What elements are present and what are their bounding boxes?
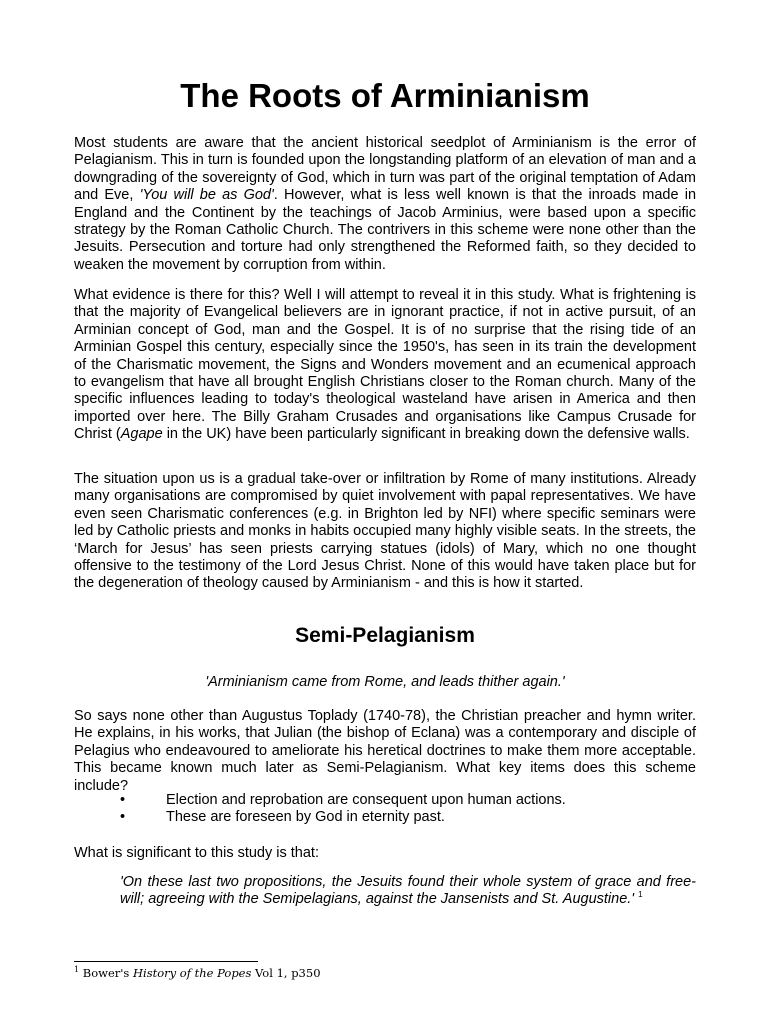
- bullet-icon: •: [120, 792, 126, 808]
- paragraph-significant: What is significant to this study is that:: [74, 845, 319, 861]
- paragraph-evidence: What evidence is there for this? Well I will attempt to reveal it in this study. What is frightening is that the majority of Evangelical believers are in ignorant practice, if not in active pursuit, of an Arminian concept of God, man and the Gospel. It is of no surprise that the rising tide of an Arminian Gospel this century, especially since the 1950's, has seen in its train the development of the Charismatic movement, the Signs and Wonders movement and an ecumenical approach to evangelism that have all brought English Christians closer to the Roman church. Many of the specific influences leading to today's theological wasteland have arisen in America and then imported over here. The Billy Graham Crusades and organisations like Campus Crusade for Christ (Agape in the UK) have been particularly significant in breaking down the defensive walls.: [74, 287, 696, 443]
- paragraph-situation: The situation upon us is a gradual take-over or infiltration by Rome of many institutions. Already many organisations are compromised by quiet involvement with papal representatives. We have even seen Charismatic conferences (e.g. in Brighton led by NFI) where specific seminars were led by Catholic priests and monks in habits occupied many highly visible seats. In the streets, the ‘March for Jesus’ has seen priests carrying statues (idols) of Mary, which no one thought offensive to the testimony of the Lord Jesus Christ. None of this would have taken place but for the degeneration of theology caused by Arminianism - and this is how it started.: [74, 471, 696, 592]
- epigraph-quote: 'Arminianism came from Rome, and leads thither again.': [205, 674, 565, 690]
- paragraph-toplady: So says none other than Augustus Toplady (1740-78), the Christian preacher and hymn writer. He explains, in his works, that Julian (the bishop of Eclana) was a contemporary and disciple of Pelagius who endeavoured to ameliorate his heretical doctrines to make them more acceptable. This became known much later as Semi-Pelagianism. What key items does this scheme include?: [74, 708, 696, 794]
- section-heading: Semi-Pelagianism: [295, 624, 475, 647]
- bullet-icon: •: [120, 809, 126, 826]
- list-item: • These are foreseen by God in eternity past.: [120, 809, 445, 826]
- footnote-reference[interactable]: 1: [638, 890, 643, 900]
- footnote-divider: [74, 961, 258, 962]
- bullet-list: [74, 792, 696, 827]
- footnote: $^1$ Bower's History of the Popes Vol 1, p350: [74, 965, 321, 980]
- block-quote: 'On these last two propositions, the Jesuits found their whole system of grace and free-will; agreeing with the Semipelagians, against the Jansenists and St. Augustine.' $^1$: [120, 874, 696, 908]
- footnote-number: 1: [74, 965, 80, 975]
- paragraph-intro: Most students are aware that the ancient historical seedplot of Arminianism is the error of Pelagianism. This in turn is founded upon the longstanding platform of an elevation of man and a downgrading of the sovereignty of God, which in turn was part of the original temptation of Adam and Eve, 'You will be as God'. However, what is less well known is that the inroads made in England and the Continent by the teachings of Jacob Arminius, were based upon a specific strategy by the Roman Catholic Church. The contrivers in this scheme were none other than the Jesuits. Persecution and torture had only strengthened the Reformed faith, so they decided to weaken the movement by corruption from within.: [74, 135, 697, 273]
- footnote-work-title: History of the Popes: [133, 966, 252, 980]
- document-title: The Roots of Arminianism: [180, 77, 590, 114]
- list-item: • Election and reprobation are consequent upon human actions.: [120, 792, 566, 808]
